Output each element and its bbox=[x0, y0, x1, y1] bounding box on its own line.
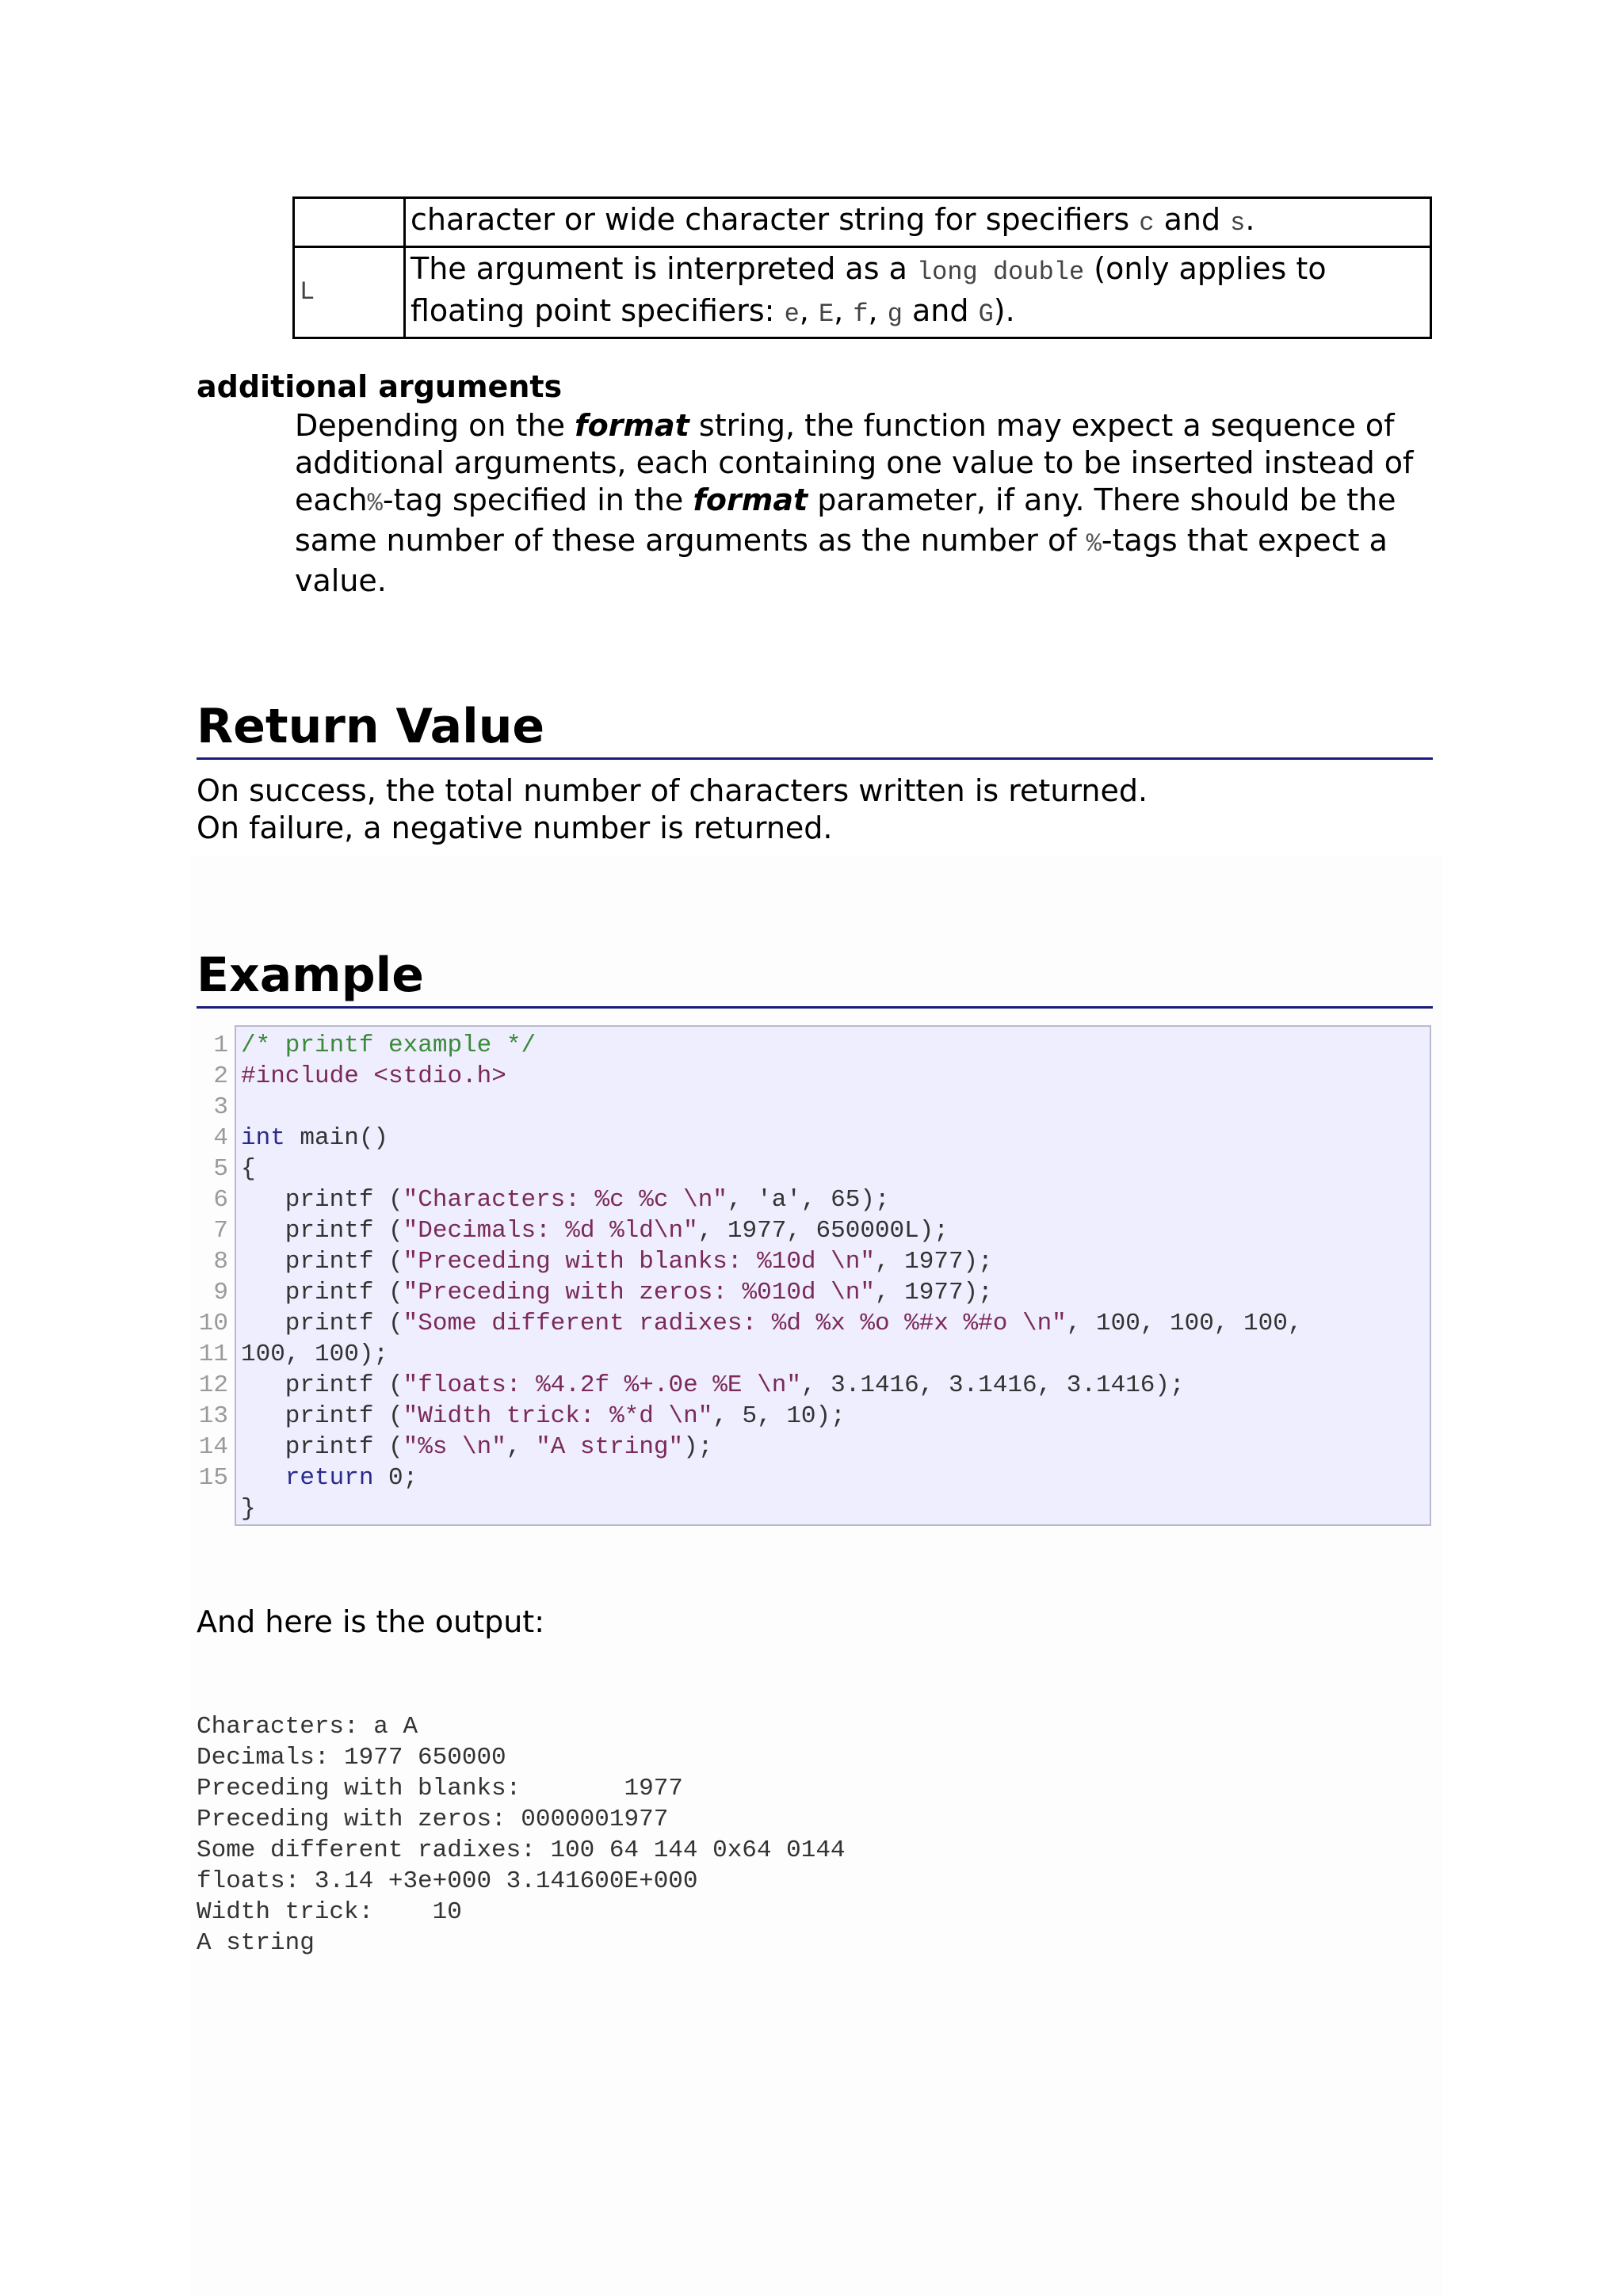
code-line bbox=[241, 1463, 1430, 1493]
percent-code: % bbox=[367, 489, 383, 518]
code-token: printf ( bbox=[241, 1371, 403, 1399]
code-token: ); bbox=[683, 1433, 713, 1461]
description-text: (only applies to floating point specifiers: bbox=[411, 251, 1327, 328]
line-number: 9 bbox=[213, 1279, 228, 1306]
description-text: parameter, if any. There should be the same number of these arguments as the number of bbox=[295, 482, 1396, 558]
code-token: "Preceding with zeros: %010d \n" bbox=[403, 1279, 875, 1306]
code-token: , 5, 10); bbox=[712, 1402, 846, 1430]
code-token: "Characters: %c %c \n" bbox=[403, 1186, 727, 1214]
description-text: -tags that expect a value. bbox=[295, 523, 1388, 598]
code-token: 100, 100); bbox=[241, 1341, 389, 1368]
line-number: 8 bbox=[213, 1248, 228, 1276]
line-number: 5 bbox=[213, 1155, 228, 1183]
code-token: /* printf example */ bbox=[241, 1032, 537, 1059]
code-token: , bbox=[506, 1433, 537, 1461]
code-token: printf ( bbox=[241, 1248, 403, 1276]
separator: , bbox=[834, 293, 854, 328]
code-token: printf ( bbox=[241, 1402, 403, 1430]
specifier-code: G bbox=[978, 299, 994, 329]
description-text: Depending on the bbox=[295, 408, 575, 443]
code-token: main() bbox=[285, 1124, 389, 1152]
line-number: 13 bbox=[198, 1402, 228, 1430]
code-token: { bbox=[241, 1155, 256, 1183]
code-line bbox=[241, 1493, 1430, 1524]
line-number: 4 bbox=[213, 1124, 228, 1152]
code-line bbox=[241, 1092, 1430, 1123]
description-text: and bbox=[1154, 202, 1231, 237]
code-token: , 100, 100, 100, bbox=[1066, 1310, 1303, 1337]
code-token: "%s \n" bbox=[403, 1433, 506, 1461]
modifier-key-cell bbox=[294, 247, 405, 338]
code-line bbox=[241, 1401, 1430, 1432]
code-line bbox=[241, 1154, 1430, 1184]
code-token: , 1977, 650000L); bbox=[697, 1217, 949, 1245]
specifier-code: e bbox=[784, 299, 800, 329]
output-intro-text: And here is the output: bbox=[197, 1604, 545, 1639]
line-number: 3 bbox=[213, 1093, 228, 1121]
line-number: 15 bbox=[198, 1464, 228, 1492]
example-heading: Example bbox=[197, 948, 1433, 1009]
code-line bbox=[241, 1339, 1430, 1370]
return-value-failure-text: On failure, a negative number is returned. bbox=[197, 810, 833, 845]
modifier-key-cell bbox=[294, 198, 405, 247]
code-token: "Width trick: %*d \n" bbox=[403, 1402, 713, 1430]
code-token: , 'a', 65); bbox=[727, 1186, 890, 1214]
code-token: printf ( bbox=[241, 1279, 403, 1306]
modifier-description-cell bbox=[405, 247, 1431, 338]
code-token: "Preceding with blanks: %10d \n" bbox=[403, 1248, 875, 1276]
program-output: Characters: a A Decimals: 1977 650000 Preceding with blanks: 1977 Preceding with zeros: 0000001977 Some different radixes: 100 64 144 0x64 0144 floats: 3.14 +3e+000 3.141600E+000 Width trick: 10 A string bbox=[197, 1713, 846, 1957]
code-line bbox=[241, 1370, 1430, 1401]
line-number-gutter bbox=[190, 1030, 228, 1493]
specifier-code: s bbox=[1230, 208, 1246, 238]
description-text: . bbox=[1245, 202, 1255, 237]
description-text: string, the function may expect a sequence of additional arguments, each containing one value to be inserted instead of each bbox=[295, 408, 1414, 517]
percent-code: % bbox=[1086, 529, 1102, 559]
code-token bbox=[241, 1464, 285, 1492]
code-listing bbox=[241, 1030, 1430, 1524]
code-token: int bbox=[241, 1124, 285, 1152]
code-line bbox=[241, 1215, 1430, 1246]
code-token: "A string" bbox=[536, 1433, 684, 1461]
code-token: return bbox=[285, 1464, 374, 1492]
code-token: printf ( bbox=[241, 1310, 403, 1337]
return-value-heading: Return Value bbox=[197, 699, 1433, 760]
code-token: , 1977); bbox=[874, 1279, 993, 1306]
length-modifier-table bbox=[292, 196, 1432, 339]
code-line bbox=[241, 1061, 1430, 1092]
line-number: 2 bbox=[213, 1062, 228, 1090]
code-token: #include <stdio.h> bbox=[241, 1062, 506, 1090]
table-row bbox=[294, 247, 1431, 338]
description-text: The argument is interpreted as a bbox=[411, 251, 917, 286]
code-line bbox=[241, 1308, 1430, 1339]
format-keyword: format bbox=[693, 482, 808, 517]
code-line bbox=[241, 1277, 1430, 1308]
code-token: } bbox=[241, 1495, 256, 1523]
code-line bbox=[241, 1432, 1430, 1463]
code-line bbox=[241, 1184, 1430, 1215]
specifier-code: c bbox=[1139, 208, 1155, 238]
type-code: long double bbox=[916, 257, 1085, 287]
code-line bbox=[241, 1030, 1430, 1061]
code-token: printf ( bbox=[241, 1217, 403, 1245]
code-token: printf ( bbox=[241, 1186, 403, 1214]
separator: , bbox=[799, 293, 819, 328]
code-token: 0; bbox=[373, 1464, 418, 1492]
separator: and bbox=[902, 293, 979, 328]
description-text: ). bbox=[993, 293, 1015, 328]
code-token: printf ( bbox=[241, 1433, 403, 1461]
description-text: character or wide character string for specifiers bbox=[411, 202, 1140, 237]
code-token: "Some different radixes: %d %x %o %#x %#o \n" bbox=[403, 1310, 1067, 1337]
line-number: 6 bbox=[213, 1186, 228, 1214]
code-line bbox=[241, 1123, 1430, 1154]
specifier-code: f bbox=[853, 299, 869, 329]
specifier-code: g bbox=[887, 299, 903, 329]
line-number: 14 bbox=[198, 1433, 228, 1461]
description-text: -tag specified in the bbox=[382, 482, 693, 517]
code-token: "floats: %4.2f %+.0e %E \n" bbox=[403, 1371, 801, 1399]
code-token: "Decimals: %d %ld\n" bbox=[403, 1217, 698, 1245]
code-token: , 1977); bbox=[874, 1248, 993, 1276]
modifier-key-code: L bbox=[300, 277, 315, 307]
return-value-success-text: On success, the total number of characters written is returned. bbox=[197, 773, 1148, 808]
table-row bbox=[294, 198, 1431, 247]
specifier-code: E bbox=[818, 299, 834, 329]
line-number: 7 bbox=[213, 1217, 228, 1245]
code-token: , 3.1416, 3.1416, 3.1416); bbox=[800, 1371, 1185, 1399]
line-number: 1 bbox=[213, 1032, 228, 1059]
separator: , bbox=[868, 293, 888, 328]
line-number: 12 bbox=[198, 1371, 228, 1399]
modifier-description-cell bbox=[405, 198, 1431, 247]
line-number: 10 bbox=[198, 1310, 228, 1337]
additional-arguments-description bbox=[295, 407, 1436, 600]
additional-arguments-heading: additional arguments bbox=[197, 369, 563, 404]
line-number: 11 bbox=[198, 1341, 228, 1368]
code-line bbox=[241, 1246, 1430, 1277]
format-keyword: format bbox=[575, 408, 689, 443]
